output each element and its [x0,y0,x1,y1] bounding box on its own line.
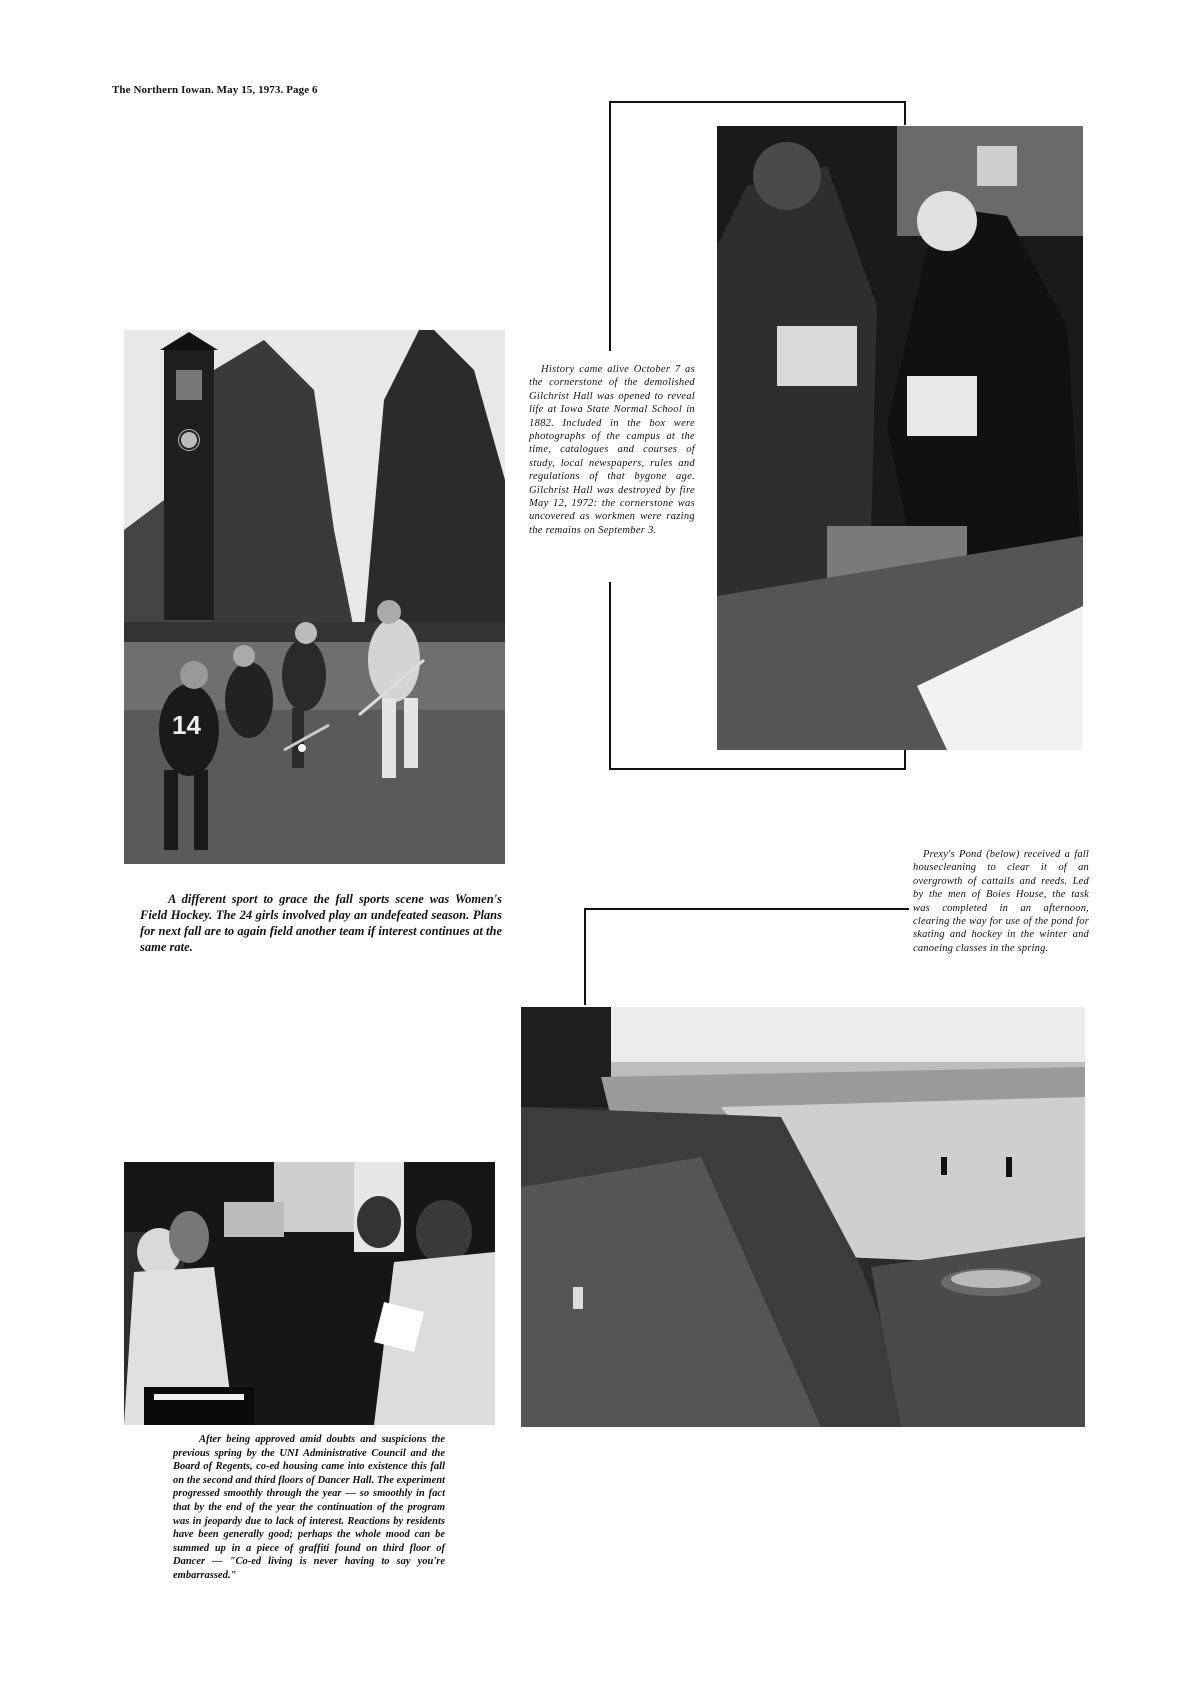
bracket-bottom-rule [609,768,906,770]
coed-housing-caption: After being approved amid doubts and suspicions the previous spring by the UNI Administrative Council and the Board of Regents, co-ed housing came into existence this fall on the second and third floors of Dancer Hall. The experiment progressed smoothly through the year — so smoothly in fact that by the end of the year the continuation of the program was in jeopardy due to lack of interest. Reactions by residents have been generally good; perhaps the whole mood can be summed up in a piece of graffiti found on third floor of Dancer — "Co-ed living is never having to say you're embarrassed." [173,1434,445,1581]
coed-housing-photo [124,1162,495,1425]
bracket-right-rule [904,101,906,125]
page-header: The Northern Iowan. May 15, 1973. Page 6 [112,84,318,96]
pond-connector-horizontal [584,908,909,910]
pond-caption: Prexy's Pond (below) received a fall housecleaning to clear it of an overgrowth of cattails and reeds. Led by the men of Boies House, the task was completed in an afternoon, clearing the way for use of the pond for skating and hockey in the winter and canoeing classes in the spring. [913,849,1089,954]
bracket-left-rule-upper [609,101,611,351]
jersey-number: 14 [172,710,201,740]
bracket-right-rule-bottom [904,750,906,770]
cornerstone-photo [717,126,1083,750]
field-hockey-caption: A different sport to grace the fall sports scene was Women's Field Hockey. The 24 girls involved play an undefeated season. Plans for next fall are to again field another team if interest continues at the same rate. [140,892,502,954]
bracket-left-rule-lower [609,582,611,770]
field-hockey-photo [124,330,505,864]
pond-connector-vertical [584,908,586,1005]
cornerstone-caption: History came alive October 7 as the cornerstone of the demolished Gilchrist Hall was opened to reveal life at Iowa State Normal School in 1882. Included in the box were photographs of the campus at the time, catalogues and courses of study, local newspapers, rules and regulations of that bygone age. Gilchrist Hall was destroyed by fire May 12, 1972: the cornerstone was uncovered as workmen were razing the remains on September 3. [529,364,695,536]
prexys-pond-photo [521,1007,1085,1427]
bracket-top-rule [609,101,906,103]
